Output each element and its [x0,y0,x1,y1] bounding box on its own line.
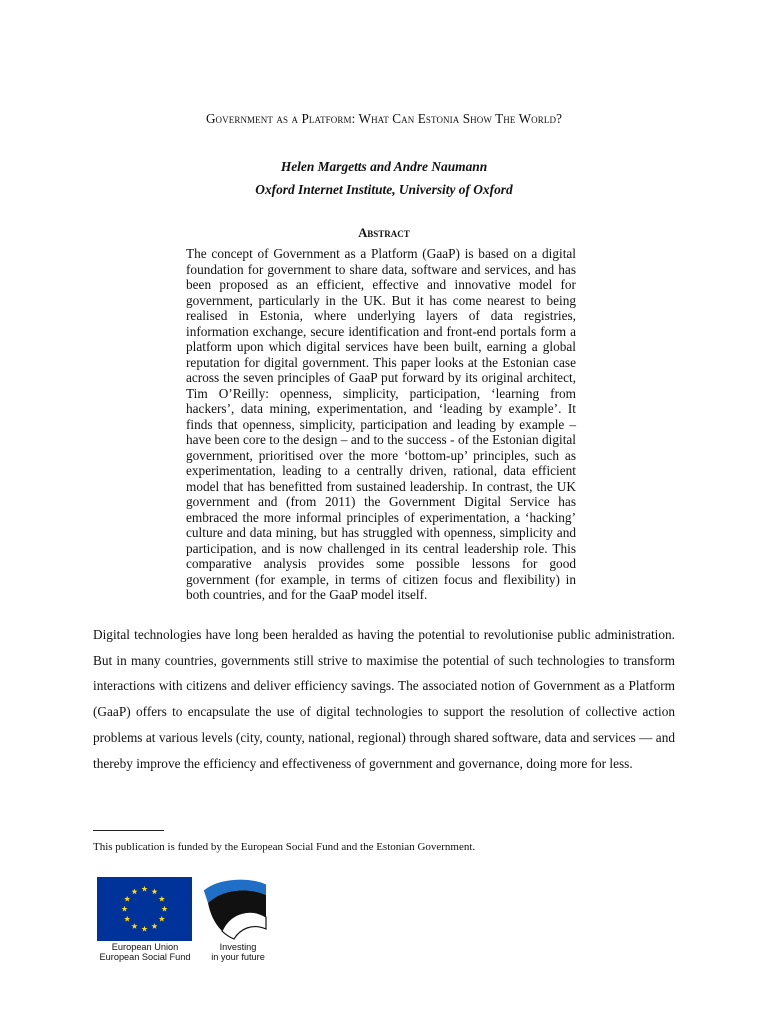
abstract-heading: Abstract [358,226,410,240]
funding-logos [96,873,296,963]
eu-logo-caption [90,942,200,962]
author-affiliation: Oxford Internet Institute, University of Oxford [255,182,513,197]
ee-logo-caption [208,942,268,962]
estonia-flag-wave-icon [200,877,270,941]
eu-caption-line2: European Social Fund [99,952,191,962]
eu-flag-icon [97,877,192,941]
footnote-divider [93,830,164,831]
author-names: Helen Margetts and Andre Naumann [280,159,488,174]
funding-footnote: This publication is funded by the European Social Fund and the Estonian Government. [93,841,476,853]
ee-caption-line2: in your future [211,952,265,962]
body-paragraph: Digital technologies have long been heralded as having the potential to revolutionise public administration. But in many countries, governments still strive to maximise the potential of such technologies to transform interactions with citizens and deliver efficiency savings. The associated notion of Government as a Platform (GaaP) offers to encapsulate the use of digital technologies to support the resolution of collective action problems at various levels (city, county, national, regional) through shared software, data and services — and thereby improve the efficiency and effectiveness of government and governance, doing more for less. [93,627,675,771]
ee-caption-line1: Investing [219,942,257,952]
eu-caption-line1: European Union [111,942,179,952]
paper-title: Government as a Platform: What Can Estonia Show The World? [205,111,563,126]
abstract-text: The concept of Government as a Platform (GaaP) is based on a digital foundation for government to share data, software and services, and has been proposed as an efficient, effective and innovative model for government, particularly in the UK. But it has come nearest to being realised in Estonia, where underlying layers of data registries, information exchange, secure identification and front-end portals form a platform upon which digital services have been built, earning a global reputation for digital government. This paper looks at the Estonian case across the seven principles of GaaP put forward by its original architect, Tim O’Reilly: openness, simplicity, participation, ‘learning from hackers’, data mining, experimentation, and ‘leading by example’. It finds that openness, simplicity, participation and leading by example – have been core to the design – and to the success - of the Estonian digital government, prioritised over the more ‘bottom-up’ principles, such as experimentation, leading to a centrally driven, rational, data efficient model that has benefitted from sustained leadership. In contrast, the UK government and (from 2011) the Government Digital Service has embraced the more informal principles of experimentation, a ‘hacking’ culture and data mining, but has struggled with openness, simplicity and participation, and is now challenged in its central leadership role. This comparative analysis provides some possible lessons for good government (for example, in terms of citizen focus and flexibility) in both countries, and for the GaaP model itself. [186,246,576,602]
author-block [0,155,768,201]
